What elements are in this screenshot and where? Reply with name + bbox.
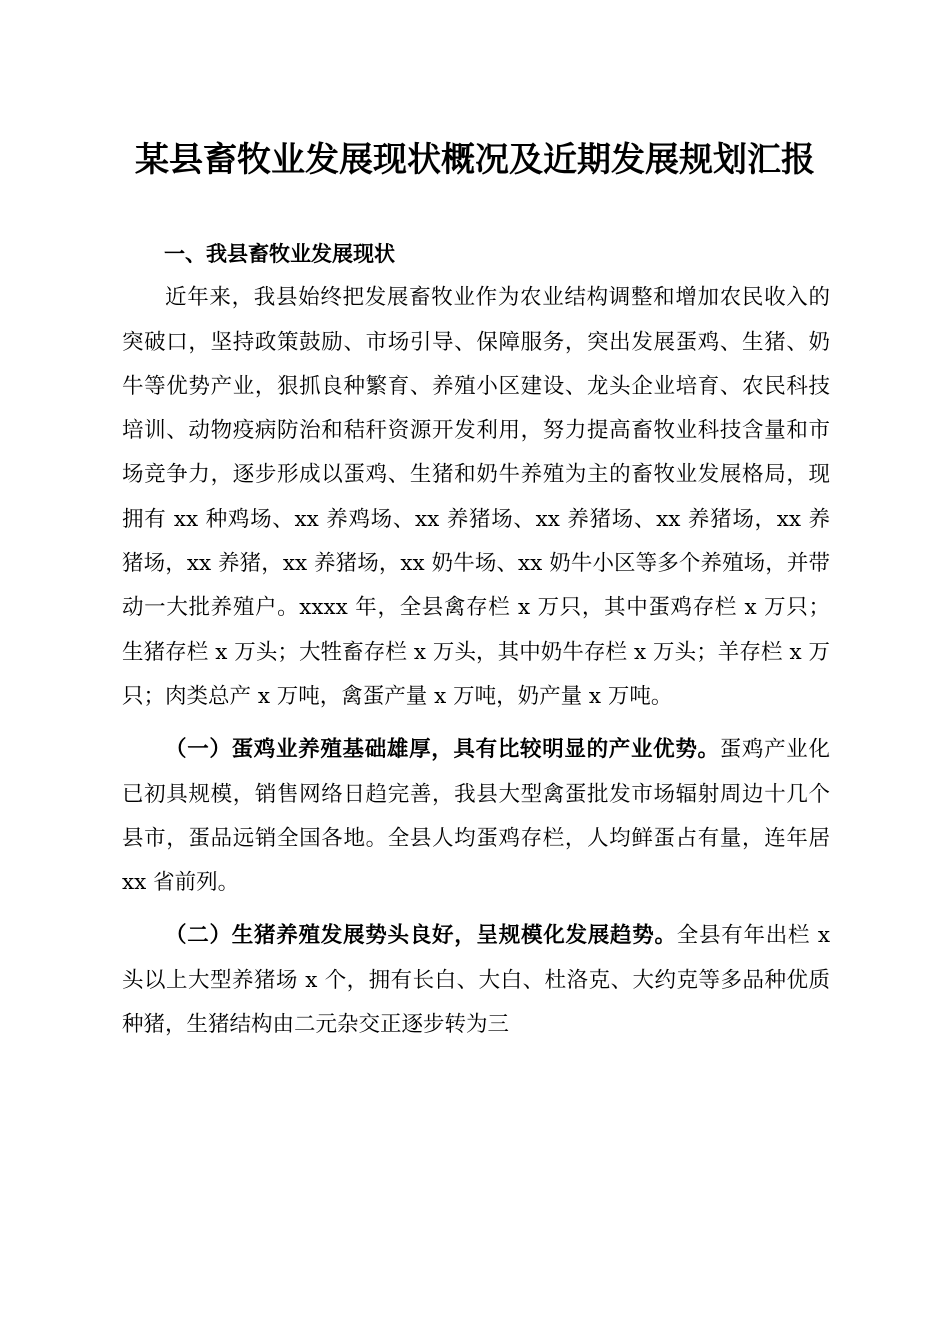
paragraph-lead: （二）生猪养殖发展势头良好，呈规模化发展趋势。 — [165, 923, 677, 949]
paragraph-text: 蛋鸡产业化已初具规模，销售网络日趋完善，我县大型禽蛋批发市场辐射周边十几个县市，蛋品远销全国各地。全县人均蛋鸡存栏，人均鲜蛋占有量，连年居 xx 省前列。 — [122, 737, 830, 896]
paragraph-egg-chicken — [122, 728, 830, 905]
paragraph-lead: （一）蛋鸡业养殖基础雄厚，具有比较明显的产业优势。 — [165, 737, 720, 763]
section-heading: 一、我县畜牧业发展现状 — [164, 242, 395, 266]
paragraph-text: 全县有年出栏 x 头以上大型养猪场 x 个，拥有长白、大白、杜洛克、大约克等多品种优质种猪，生猪结构由二元杂交正逐步转为三 — [122, 923, 830, 1038]
paragraph-text: 近年来，我县始终把发展畜牧业作为农业结构调整和增加农民收入的突破口，坚持政策鼓励、市场引导、保障服务，突出发展蛋鸡、生猪、奶牛等优势产业，狠抓良种繁育、养殖小区建设、龙头企业培育、农民科技培训、动物疫病防治和秸秆资源开发利用，努力提高畜牧业科技含量和市场竞争力，逐步形成以蛋鸡、生猪和奶牛养殖为主的畜牧业发展格局，现拥有 xx 种鸡场、xx 养鸡场、xx 养猪场、xx 养猪场、xx 养猪场，xx 养猪场，xx 养猪，xx 养猪场，xx 奶牛场、xx 奶牛小区等多个养殖场，并带动一大批养殖户。xxxx 年，全县禽存栏 x 万只，其中蛋鸡存栏 x 万只；生猪存栏 x 万头；大牲畜存栏 x 万头，其中奶牛存栏 x 万头；羊存栏 x 万只；肉类总产 x 万吨，禽蛋产量 x 万吨，奶产量 x 万吨。 — [122, 285, 830, 709]
document-title: 某县畜牧业发展现状概况及近期发展规划汇报 — [135, 140, 815, 180]
paragraph-pig-farming — [122, 914, 830, 1047]
paragraph-overview — [122, 276, 830, 719]
document-body — [122, 232, 830, 1047]
